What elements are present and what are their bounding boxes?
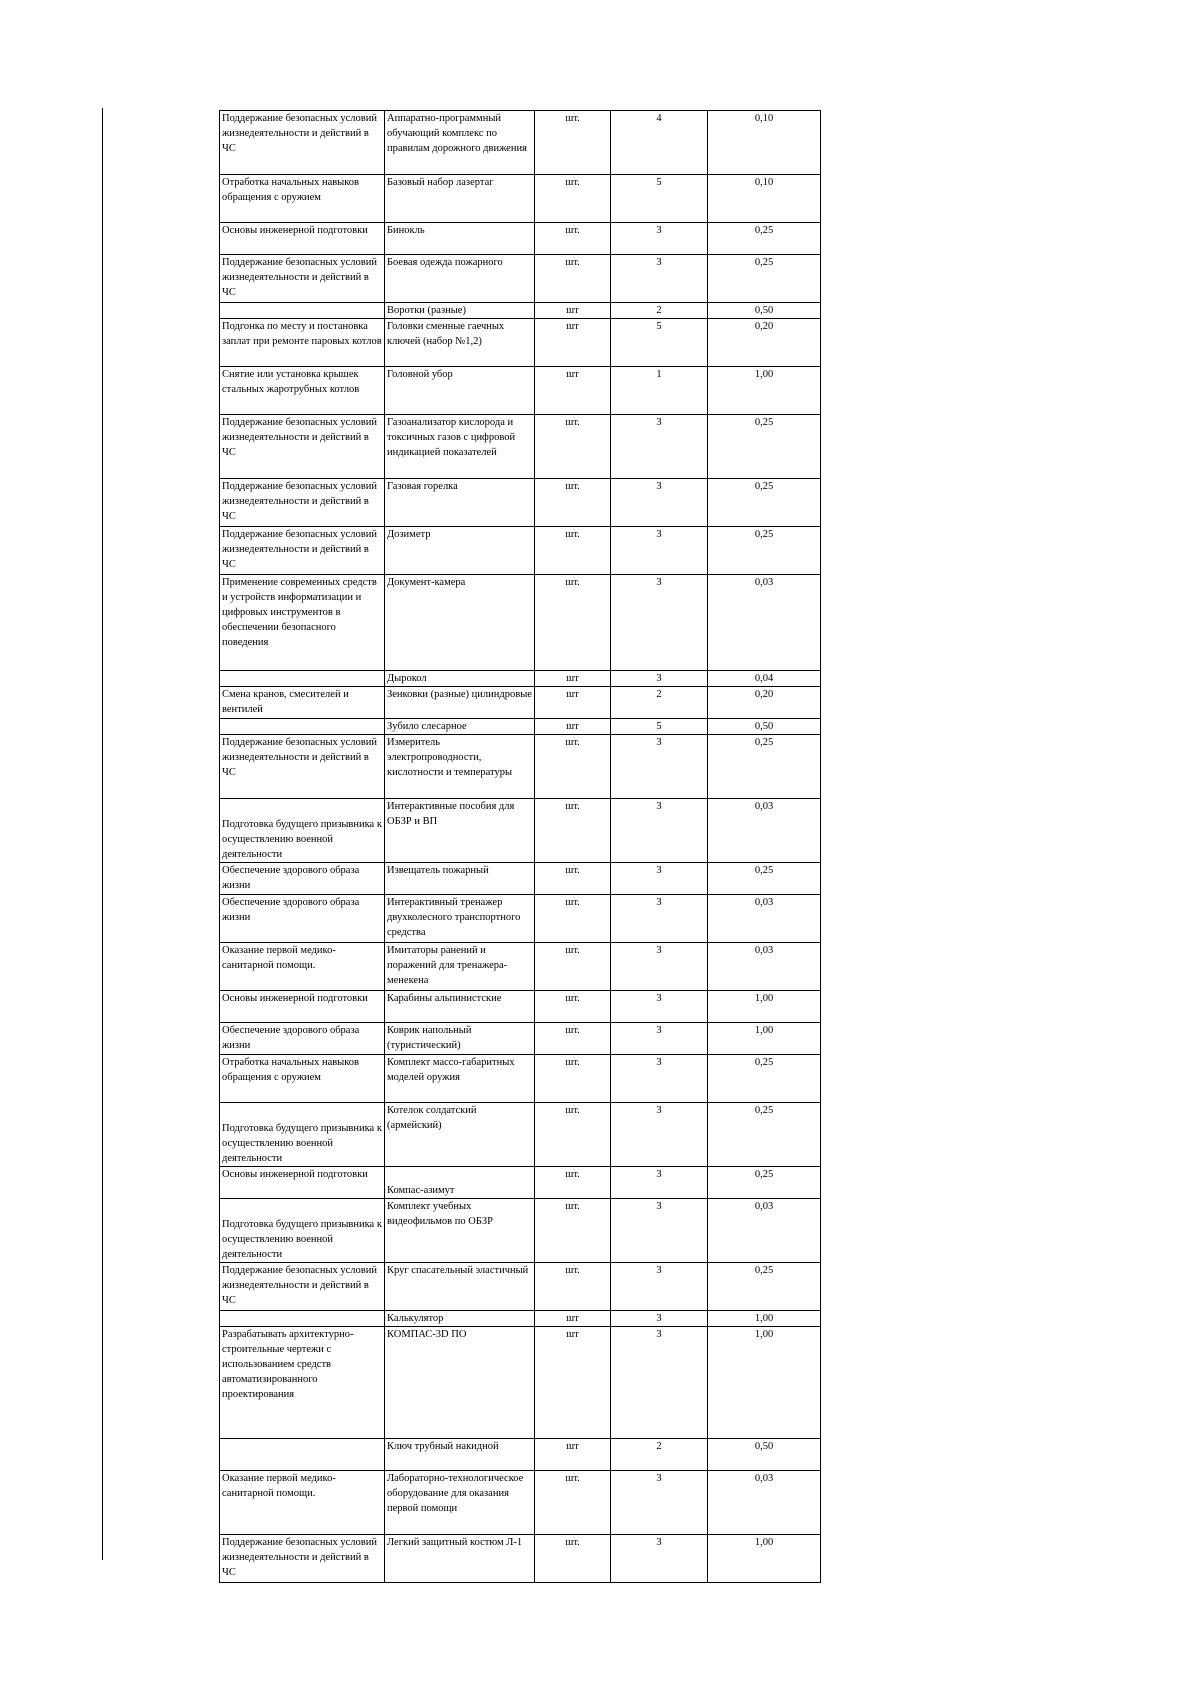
cell-qty: 3 (611, 255, 708, 303)
cell-qty: 3 (611, 1023, 708, 1055)
cell-norm: 0,04 (708, 671, 821, 687)
cell-item: Базовый набор лазертаг (385, 175, 535, 223)
table-row (220, 319, 821, 367)
cell-item: Компас-азимут (385, 1167, 535, 1199)
cell-item: Ключ трубный накидной (385, 1439, 535, 1471)
cell-qty: 5 (611, 175, 708, 223)
cell-unit: шт. (535, 1471, 611, 1535)
cell-item: Зенковки (разные) цилиндровые (385, 687, 535, 719)
cell-qty: 1 (611, 367, 708, 415)
cell-norm: 0,50 (708, 303, 821, 319)
equipment-table (219, 110, 821, 1583)
cell-unit: шт (535, 687, 611, 719)
cell-norm: 0,10 (708, 111, 821, 175)
table-row (220, 943, 821, 991)
cell-norm: 0,25 (708, 415, 821, 479)
cell-area: Поддержание безопасных условий жизнедеятельности и действий в ЧС (220, 1535, 385, 1583)
cell-norm: 1,00 (708, 1327, 821, 1439)
cell-item: Интерактивный тренажер двухколесного транспортного средства (385, 895, 535, 943)
cell-area: Обеспечение здорового образа жизни (220, 863, 385, 895)
cell-unit: шт. (535, 1055, 611, 1103)
cell-norm: 0,03 (708, 1471, 821, 1535)
cell-qty: 3 (611, 863, 708, 895)
cell-qty: 3 (611, 1103, 708, 1167)
cell-norm: 0,25 (708, 863, 821, 895)
table-row (220, 1535, 821, 1583)
cell-qty: 3 (611, 1471, 708, 1535)
cell-item: Измеритель электропроводности, кислотности и температуры (385, 735, 535, 799)
cell-item: Документ-камера (385, 575, 535, 671)
cell-area: Обеспечение здорового образа жизни (220, 895, 385, 943)
table-row (220, 479, 821, 527)
cell-qty: 3 (611, 575, 708, 671)
cell-qty: 2 (611, 303, 708, 319)
cell-qty: 3 (611, 799, 708, 863)
cell-qty: 3 (611, 735, 708, 799)
cell-unit: шт (535, 303, 611, 319)
table-row (220, 1103, 821, 1167)
cell-norm: 0,03 (708, 799, 821, 863)
cell-area: Поддержание безопасных условий жизнедеятельности и действий в ЧС (220, 415, 385, 479)
cell-item: Головки сменные гаечных ключей (набор №1,2) (385, 319, 535, 367)
table-row (220, 1055, 821, 1103)
cell-norm: 0,10 (708, 175, 821, 223)
cell-unit: шт. (535, 1103, 611, 1167)
cell-unit: шт. (535, 175, 611, 223)
cell-qty: 5 (611, 719, 708, 735)
cell-item: Воротки (разные) (385, 303, 535, 319)
cell-area (220, 719, 385, 735)
cell-item: Дозиметр (385, 527, 535, 575)
cell-qty: 3 (611, 527, 708, 575)
cell-area: Поддержание безопасных условий жизнедеятельности и действий в ЧС (220, 735, 385, 799)
cell-qty: 3 (611, 671, 708, 687)
cell-norm: 0,20 (708, 319, 821, 367)
cell-norm: 0,25 (708, 1103, 821, 1167)
cell-item: КОМПАС-3D ПО (385, 1327, 535, 1439)
cell-qty: 2 (611, 1439, 708, 1471)
cell-area: Подготовка будущего призывника к осуществлению военной деятельности (220, 1199, 385, 1263)
table-row (220, 895, 821, 943)
cell-item: Зубило слесарное (385, 719, 535, 735)
cell-norm: 0,03 (708, 575, 821, 671)
cell-area: Поддержание безопасных условий жизнедеятельности и действий в ЧС (220, 255, 385, 303)
cell-norm: 0,20 (708, 687, 821, 719)
cell-unit: шт. (535, 863, 611, 895)
cell-item: Лабораторно-технологическое оборудование для оказания первой помощи (385, 1471, 535, 1535)
cell-area (220, 1311, 385, 1327)
table-row (220, 1471, 821, 1535)
table-row (220, 1263, 821, 1311)
cell-norm: 0,25 (708, 255, 821, 303)
cell-norm: 1,00 (708, 1023, 821, 1055)
cell-qty: 3 (611, 1535, 708, 1583)
cell-area: Оказание первой медико-санитарной помощи. (220, 1471, 385, 1535)
cell-area: Отработка начальных навыков обращения с оружием (220, 175, 385, 223)
cell-qty: 3 (611, 991, 708, 1023)
cell-area (220, 303, 385, 319)
cell-item: Аппаратно-программный обучающий комплекс по правилам дорожного движения (385, 111, 535, 175)
cell-item: Карабины альпинистские (385, 991, 535, 1023)
table-row (220, 863, 821, 895)
cell-area: Отработка начальных навыков обращения с оружием (220, 1055, 385, 1103)
cell-area (220, 671, 385, 687)
cell-area: Разрабатывать архитектурно-строительные чертежи с использованием средств автоматизированного проектирования (220, 1327, 385, 1439)
table-row (220, 1199, 821, 1263)
cell-qty: 3 (611, 479, 708, 527)
cell-item: Головной убор (385, 367, 535, 415)
table-row (220, 1439, 821, 1471)
cell-item: Имитаторы ранений и поражений для тренажера-менекена (385, 943, 535, 991)
cell-item: Круг спасательный эластичный (385, 1263, 535, 1311)
cell-unit: шт. (535, 527, 611, 575)
cell-unit: шт. (535, 735, 611, 799)
cell-norm: 0,25 (708, 735, 821, 799)
cell-unit: шт. (535, 1023, 611, 1055)
cell-norm: 0,25 (708, 1055, 821, 1103)
cell-unit: шт (535, 1327, 611, 1439)
cell-area: Поддержание безопасных условий жизнедеятельности и действий в ЧС (220, 1263, 385, 1311)
cell-item: Комплект учебных видеофильмов по ОБЗР (385, 1199, 535, 1263)
cell-norm: 0,25 (708, 1263, 821, 1311)
cell-area: Поддержание безопасных условий жизнедеятельности и действий в ЧС (220, 111, 385, 175)
table-row (220, 527, 821, 575)
cell-item: Бинокль (385, 223, 535, 255)
cell-item: Легкий защитный костюм Л-1 (385, 1535, 535, 1583)
table-row (220, 367, 821, 415)
cell-unit: шт (535, 319, 611, 367)
cell-norm: 0,25 (708, 527, 821, 575)
cell-item: Котелок солдатский (армейский) (385, 1103, 535, 1167)
table-row (220, 175, 821, 223)
table-row (220, 671, 821, 687)
cell-area: Смена кранов, смесителей и вентилей (220, 687, 385, 719)
cell-unit: шт (535, 1439, 611, 1471)
table-row (220, 991, 821, 1023)
cell-item: Дырокол (385, 671, 535, 687)
cell-norm: 1,00 (708, 991, 821, 1023)
cell-area: Подготовка будущего призывника к осуществлению военной деятельности (220, 1103, 385, 1167)
cell-unit: шт (535, 1311, 611, 1327)
cell-norm: 0,03 (708, 895, 821, 943)
cell-item: Газовая горелка (385, 479, 535, 527)
cell-item: Комплект массо-габаритных моделей оружия (385, 1055, 535, 1103)
table-row (220, 415, 821, 479)
table-row (220, 1327, 821, 1439)
cell-unit: шт. (535, 575, 611, 671)
table-row (220, 255, 821, 303)
table-row (220, 1023, 821, 1055)
cell-area: Подгонка по месту и постановка заплат при ремонте паровых котлов (220, 319, 385, 367)
cell-unit: шт. (535, 799, 611, 863)
cell-norm: 1,00 (708, 1535, 821, 1583)
cell-unit: шт. (535, 1535, 611, 1583)
cell-item: Коврик напольный (туристический) (385, 1023, 535, 1055)
table-row (220, 111, 821, 175)
page-margin-rule (102, 108, 103, 1560)
cell-qty: 3 (611, 1199, 708, 1263)
cell-norm: 0,50 (708, 1439, 821, 1471)
cell-qty: 3 (611, 1263, 708, 1311)
cell-area: Подготовка будущего призывника к осуществлению военной деятельности (220, 799, 385, 863)
cell-unit: шт. (535, 111, 611, 175)
table-row (220, 575, 821, 671)
cell-area: Применение современных средств и устройств информатизации и цифровых инструментов в обеспечении безопасного поведения (220, 575, 385, 671)
cell-norm: 0,25 (708, 1167, 821, 1199)
table-row (220, 799, 821, 863)
table-row (220, 303, 821, 319)
cell-unit: шт. (535, 255, 611, 303)
cell-unit: шт. (535, 895, 611, 943)
cell-area: Основы инженерной подготовки (220, 223, 385, 255)
cell-norm: 0,25 (708, 223, 821, 255)
cell-item: Интерактивные пособия для ОБЗР и ВП (385, 799, 535, 863)
cell-qty: 3 (611, 415, 708, 479)
cell-unit: шт. (535, 1167, 611, 1199)
table-row (220, 687, 821, 719)
table-row (220, 719, 821, 735)
cell-item: Боевая одежда пожарного (385, 255, 535, 303)
cell-qty: 3 (611, 1311, 708, 1327)
cell-area: Основы инженерной подготовки (220, 991, 385, 1023)
cell-unit: шт (535, 671, 611, 687)
cell-area: Поддержание безопасных условий жизнедеятельности и действий в ЧС (220, 479, 385, 527)
cell-area (220, 1439, 385, 1471)
cell-norm: 0,03 (708, 943, 821, 991)
cell-item: Газоанализатор кислорода и токсичных газов с цифровой индикацией показателей (385, 415, 535, 479)
cell-area: Оказание первой медико-санитарной помощи. (220, 943, 385, 991)
cell-norm: 0,50 (708, 719, 821, 735)
cell-qty: 3 (611, 1167, 708, 1199)
cell-qty: 3 (611, 1327, 708, 1439)
cell-unit: шт (535, 367, 611, 415)
cell-unit: шт. (535, 1199, 611, 1263)
cell-qty: 3 (611, 1055, 708, 1103)
cell-unit: шт. (535, 943, 611, 991)
cell-area: Обеспечение здорового образа жизни (220, 1023, 385, 1055)
cell-item: Калькулятор (385, 1311, 535, 1327)
cell-norm: 0,25 (708, 479, 821, 527)
cell-unit: шт. (535, 1263, 611, 1311)
table-row (220, 1167, 821, 1199)
cell-norm: 0,03 (708, 1199, 821, 1263)
cell-qty: 3 (611, 223, 708, 255)
cell-norm: 1,00 (708, 1311, 821, 1327)
cell-qty: 4 (611, 111, 708, 175)
cell-unit: шт (535, 719, 611, 735)
cell-area: Поддержание безопасных условий жизнедеятельности и действий в ЧС (220, 527, 385, 575)
table-row (220, 1311, 821, 1327)
cell-unit: шт. (535, 991, 611, 1023)
cell-qty: 5 (611, 319, 708, 367)
cell-unit: шт. (535, 415, 611, 479)
cell-qty: 3 (611, 895, 708, 943)
cell-norm: 1,00 (708, 367, 821, 415)
cell-item: Извещатель пожарный (385, 863, 535, 895)
cell-unit: шт. (535, 479, 611, 527)
cell-area: Основы инженерной подготовки (220, 1167, 385, 1199)
cell-qty: 3 (611, 943, 708, 991)
table-row (220, 223, 821, 255)
cell-qty: 2 (611, 687, 708, 719)
cell-unit: шт. (535, 223, 611, 255)
table-row (220, 735, 821, 799)
cell-area: Снятие или установка крышек стальных жаротрубных котлов (220, 367, 385, 415)
